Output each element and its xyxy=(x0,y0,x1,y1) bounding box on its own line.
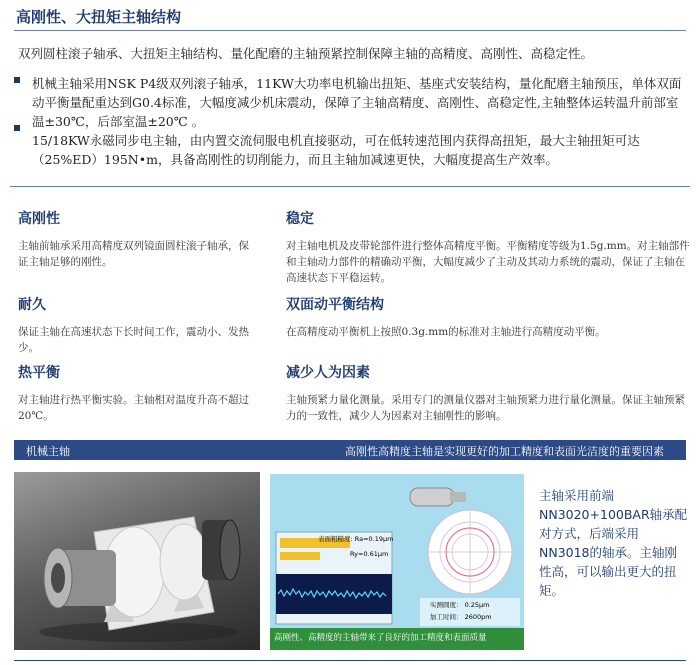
banner-right-label: 高刚性高精度主轴是实现更好的加工精度和表面光洁度的重要因素 xyxy=(345,445,664,458)
bullet-item-mechanical: 机械主轴采用NSK P4级双列滚子轴承，11KW大功率电机输出扭矩、基座式安装结构，量化配磨主轴预压，单体双面动平衡量配重达到G0.4标准，大幅度减少机床震动，保障了主轴高精度、高刚性、高稳定性,主轴整体运转温升前部室温±30℃，后部室温±20℃ 。 xyxy=(32,76,682,129)
feature-text: 在高精度动平衡机上按照0.3g.mm的标准对主轴进行高精度动平衡。 xyxy=(286,326,606,338)
intro-text: 双列圆柱滚子轴承、大扭矩主轴结构、量化配磨的主轴预紧控制保障主轴的高精度、高刚性、高稳定性。 xyxy=(18,46,594,61)
feature-title: 热平衡 xyxy=(18,365,60,381)
bottom-divider xyxy=(14,660,686,661)
feature-title: 耐久 xyxy=(18,297,46,313)
roundness-label: 实测圆度： 0.25μm xyxy=(430,601,490,609)
feature-title: 高刚性 xyxy=(18,211,60,227)
feature-text: 对主轴进行热平衡实验。主轴相对温度升高不超过20℃。 xyxy=(18,394,249,422)
feature-rigidity xyxy=(18,208,256,270)
bullet-list xyxy=(14,74,686,169)
bullet-item-electric: 15/18KW永磁同步电主轴，由内置交流伺服电机直接驱动，可在低转速范围内获得高扭矩，最大主轴扭矩可达（25%ED）195N•m，具备高刚性的切削能力，而且主轴加减速更快，大幅度提高生产效率。 xyxy=(32,133,640,167)
bullet-square-icon xyxy=(14,77,20,83)
spindle-illustration xyxy=(14,472,260,650)
feature-durability xyxy=(18,294,268,356)
feature-stability xyxy=(286,208,690,286)
page-title: 高刚性、大扭矩主轴结构 xyxy=(16,8,182,26)
bullet-square-icon xyxy=(14,125,20,131)
spindle-caption: 主轴采用前端NN3020+100BAR轴承配对方式，后端采用NN3018的轴承。主轴刚性高，可以输出更大的扭矩。 xyxy=(539,488,688,598)
measurement-display xyxy=(270,474,524,650)
feature-balance xyxy=(286,294,616,340)
section-divider xyxy=(10,186,690,187)
feature-thermal xyxy=(18,362,274,424)
spindle-photo xyxy=(14,472,260,650)
feature-text: 对主轴电机及皮带轮部件进行整体高精度平衡。平衡精度等级为1.5g.mm。对主轴部件和主轴动力部件的精确动平衡，大幅度减少了主动及其动力系统的震动，保证了主轴在高速状态下平稳运转。 xyxy=(286,240,690,284)
feature-text: 保证主轴在高速状态下长时间工作，震动小、发热少。 xyxy=(18,326,249,354)
roughness-ra-label: 表面粗糙度: Ra=0.19μm xyxy=(318,535,394,543)
screen-caption: 高刚性、高精度的主轴带来了良好的加工精度和表面质量 xyxy=(274,633,487,643)
feature-title: 减少人为因素 xyxy=(286,365,370,381)
feature-title: 稳定 xyxy=(286,211,314,227)
banner-left-label: 机械主轴 xyxy=(26,445,70,458)
feature-text: 主轴前轴承采用高精度双列镜面圆柱滚子轴承，保证主轴足够的刚性。 xyxy=(18,240,249,268)
title-divider xyxy=(14,30,686,31)
feature-title: 双面动平衡结构 xyxy=(286,297,384,313)
feature-text: 主轴预紧力量化测量。采用专门的测量仪器对主轴预紧力进行量化测量。保证主轴预紧力的一致性，减少人为因素对主轴刚性的影响。 xyxy=(286,394,685,422)
section-banner xyxy=(14,440,686,460)
feature-human-factor xyxy=(286,362,692,424)
measurement-screen xyxy=(270,474,524,650)
roughness-ry-label: Ry=0.61μm xyxy=(350,550,389,558)
machining-time-label: 加工时间： 2600pm xyxy=(430,613,492,621)
